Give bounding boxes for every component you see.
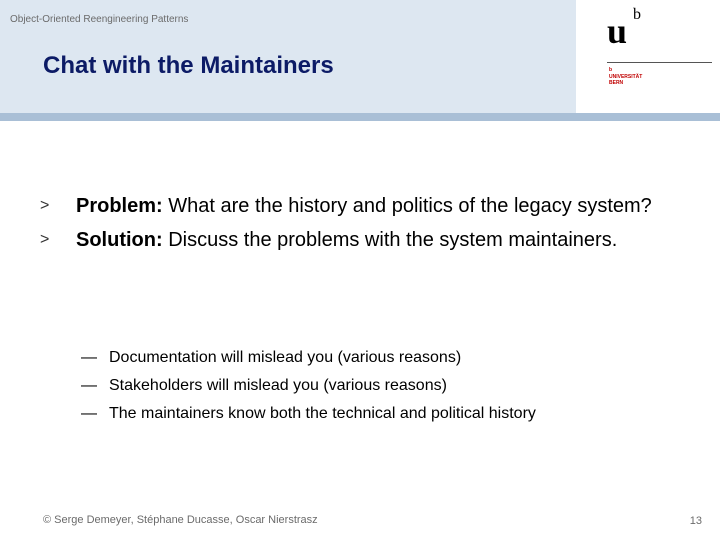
page-number: 13 — [689, 515, 702, 527]
bullet-text: Discuss the problems with the system maintainers. — [162, 229, 618, 251]
university-logo-u: u — [607, 11, 628, 51]
main-bullets — [40, 193, 690, 261]
sub-bullet — [81, 344, 701, 372]
bullet-label: Solution: — [76, 229, 163, 251]
bullet-marker: > — [40, 197, 50, 214]
university-logo-b: b — [633, 6, 641, 23]
header-divider — [0, 113, 720, 121]
bullet-solution — [40, 227, 690, 253]
university-name — [609, 67, 642, 87]
sub-bullet-text: Stakeholders will mislead you (various reasons) — [109, 377, 447, 394]
sub-bullet — [81, 372, 701, 400]
sub-bullet-text: The maintainers know both the technical and political history — [109, 405, 536, 422]
logo-divider — [607, 62, 712, 63]
course-name: Object-Oriented Reengineering Patterns — [10, 14, 189, 25]
logo-panel — [576, 0, 720, 113]
sub-bullet-text: Documentation will mislead you (various reasons) — [109, 349, 462, 366]
logo-text-universitat: UNIVERSITÄT — [609, 73, 643, 80]
sub-bullets — [81, 344, 701, 428]
slide-title: Chat with the Maintainers — [43, 52, 334, 79]
dash-marker: — — [81, 349, 97, 366]
dash-marker: — — [81, 377, 97, 394]
copyright-footer: © Serge Demeyer, Stéphane Ducasse, Oscar Nierstrasz — [43, 514, 318, 526]
dash-marker: — — [81, 405, 97, 422]
bullet-label: Problem: — [76, 195, 163, 217]
logo-text-bern: BERN — [609, 80, 624, 86]
bullet-marker: > — [40, 231, 50, 248]
sub-bullet — [81, 400, 701, 428]
bullet-text: What are the history and politics of the legacy system? — [162, 195, 652, 217]
bullet-problem — [40, 193, 690, 219]
logo-text-b: b — [609, 67, 613, 73]
